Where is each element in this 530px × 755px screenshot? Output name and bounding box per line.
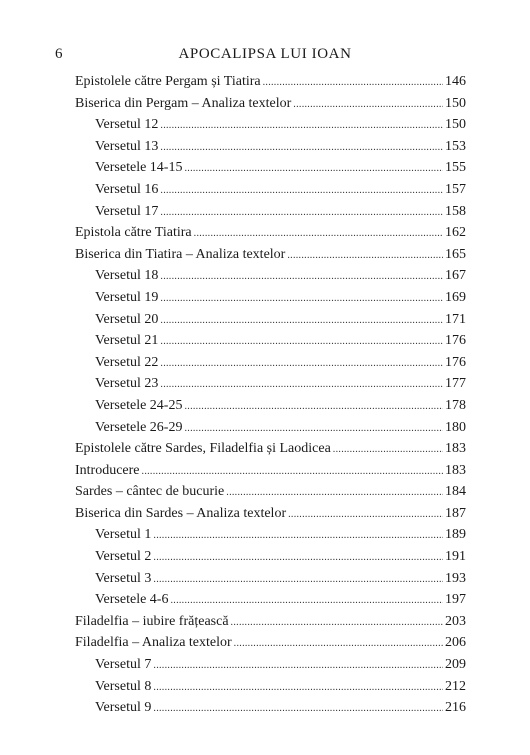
dot-leader (153, 655, 443, 677)
toc-entry (75, 373, 466, 395)
toc-entry-page: 167 (445, 268, 466, 284)
dot-leader (160, 353, 443, 375)
dot-leader (153, 698, 443, 720)
toc-entry-title: Versetul 3 (95, 570, 152, 586)
toc-entry-title: Biserica din Tiatira – Analiza textelor (75, 246, 286, 262)
toc-entry-page: 183 (445, 462, 466, 478)
toc-entry-title: Versetul 23 (95, 376, 159, 392)
toc-entry (75, 244, 466, 266)
toc-entry-page: 165 (445, 246, 466, 262)
toc-entry (75, 265, 466, 287)
dot-leader (160, 288, 443, 310)
dot-leader (226, 482, 443, 504)
dot-leader (160, 180, 443, 202)
toc-entry-title: Introducere (75, 462, 140, 478)
toc-entry-title: Versetul 12 (95, 117, 159, 133)
toc-entry-page: 193 (445, 570, 466, 586)
toc-entry (75, 93, 466, 115)
toc-entry-page: 146 (445, 74, 466, 89)
toc-entry (75, 654, 466, 676)
toc-entry-page: 206 (445, 635, 466, 651)
toc-entry-title: Versetul 20 (95, 311, 159, 327)
toc-entry-page: 187 (445, 505, 466, 521)
dot-leader (160, 202, 443, 224)
dot-leader (194, 223, 443, 245)
toc-entry-title: Versetul 2 (95, 549, 152, 565)
toc-entry-page: 212 (445, 678, 466, 694)
toc-entry-title: Versetele 4-6 (95, 592, 169, 608)
toc-entry-title: Versetul 1 (95, 527, 152, 543)
toc-entry-title: Versetul 7 (95, 657, 152, 673)
toc-entry-page: 191 (445, 549, 466, 565)
toc-entry-title: Biserica din Sardes – Analiza textelor (75, 505, 287, 521)
toc-entry-page: 176 (445, 354, 466, 370)
dot-leader (153, 525, 443, 547)
toc-entry-page: 158 (445, 203, 466, 219)
toc-entry-page: 216 (445, 700, 466, 716)
dot-leader (184, 418, 443, 440)
dot-leader (160, 374, 443, 396)
dot-leader (333, 439, 443, 461)
toc-entry-page: 150 (445, 95, 466, 111)
toc-entry-page: 157 (445, 181, 466, 197)
dot-leader (288, 504, 443, 526)
toc-entry-title: Versetul 8 (95, 678, 152, 694)
toc-entry (75, 481, 466, 503)
toc-entry (75, 438, 466, 460)
toc-entry (75, 114, 466, 136)
toc-entry-page: 153 (445, 138, 466, 154)
toc-entry-page: 203 (445, 613, 466, 629)
toc-entry-title: Versetul 19 (95, 289, 159, 305)
toc-entry-title: Epistola către Tiatira (75, 225, 192, 241)
toc-entry (75, 287, 466, 309)
toc-entry (75, 201, 466, 223)
toc-entry-title: Versetele 26-29 (95, 419, 183, 435)
toc-entry-title: Versetele 24-25 (95, 397, 183, 413)
toc-entry-title: Versetul 13 (95, 138, 159, 154)
toc-entry-page: 183 (445, 441, 466, 457)
toc-entry-title: Versetul 17 (95, 203, 159, 219)
toc-entry-page: 150 (445, 117, 466, 133)
dot-leader (293, 94, 443, 116)
dot-leader (153, 677, 443, 699)
toc-entry-title: Epistolele către Pergam și Tiatira (75, 74, 261, 89)
toc-entry-title: Epistolele către Sardes, Filadelfia și Laodicea (75, 441, 331, 457)
toc-entry-title: Biserica din Pergam – Analiza textelor (75, 95, 292, 111)
dot-leader (160, 331, 443, 353)
toc-entry-page: 177 (445, 376, 466, 392)
dot-leader (160, 115, 443, 137)
toc-entry (75, 632, 466, 654)
toc-entry (75, 568, 466, 590)
dot-leader (234, 633, 443, 655)
toc-entry-page: 176 (445, 333, 466, 349)
toc-entry-title: Versetul 9 (95, 700, 152, 716)
toc-entry (75, 309, 466, 331)
page-number: 6 (55, 46, 63, 62)
toc-entry-title: Versetul 21 (95, 333, 159, 349)
dot-leader (170, 590, 443, 612)
toc-entry-title: Filadelfia – Analiza textelor (75, 635, 232, 651)
toc-entry (75, 352, 466, 374)
dot-leader (184, 396, 443, 418)
toc-entry (75, 157, 466, 179)
toc-entry (75, 71, 466, 93)
toc-entry-page: 197 (445, 592, 466, 608)
dot-leader (153, 547, 443, 569)
dot-leader (160, 310, 443, 332)
toc-entry-title: Sardes – cântec de bucurie (75, 484, 225, 500)
dot-leader (263, 72, 443, 94)
toc-entry (75, 417, 466, 439)
toc-entry-title: Filadelfia – iubire frățească (75, 613, 229, 629)
toc-entry-page: 184 (445, 484, 466, 500)
toc-entry (75, 136, 466, 158)
toc-entry-page: 169 (445, 289, 466, 305)
dot-leader (160, 266, 443, 288)
toc-entry (75, 524, 466, 546)
dot-leader (231, 612, 443, 634)
toc-entry (75, 676, 466, 698)
toc-entry-page: 155 (445, 160, 466, 176)
toc-entry (75, 589, 466, 611)
toc-entry (75, 222, 466, 244)
toc-entry-page: 178 (445, 397, 466, 413)
toc-entry (75, 546, 466, 568)
running-title: APOCALIPSA LUI IOAN (178, 46, 352, 62)
toc-entry-page: 162 (445, 225, 466, 241)
toc-entry-title: Versetele 14-15 (95, 160, 183, 176)
toc-entry (75, 460, 466, 482)
toc-entry (75, 697, 466, 719)
toc-entry-page: 171 (445, 311, 466, 327)
toc-entry-page: 180 (445, 419, 466, 435)
toc-entry (75, 503, 466, 525)
dot-leader (287, 245, 443, 267)
toc-entry-page: 189 (445, 527, 466, 543)
toc-entry-page: 209 (445, 657, 466, 673)
toc-entry-title: Versetul 22 (95, 354, 159, 370)
toc-entry-title: Versetul 16 (95, 181, 159, 197)
dot-leader (160, 137, 443, 159)
toc-entry (75, 330, 466, 352)
toc-entry-title: Versetul 18 (95, 268, 159, 284)
dot-leader (142, 461, 443, 483)
toc-entry (75, 395, 466, 417)
table-of-contents (75, 71, 466, 719)
toc-entry (75, 179, 466, 201)
dot-leader (153, 569, 443, 591)
dot-leader (184, 158, 443, 180)
toc-entry (75, 611, 466, 633)
